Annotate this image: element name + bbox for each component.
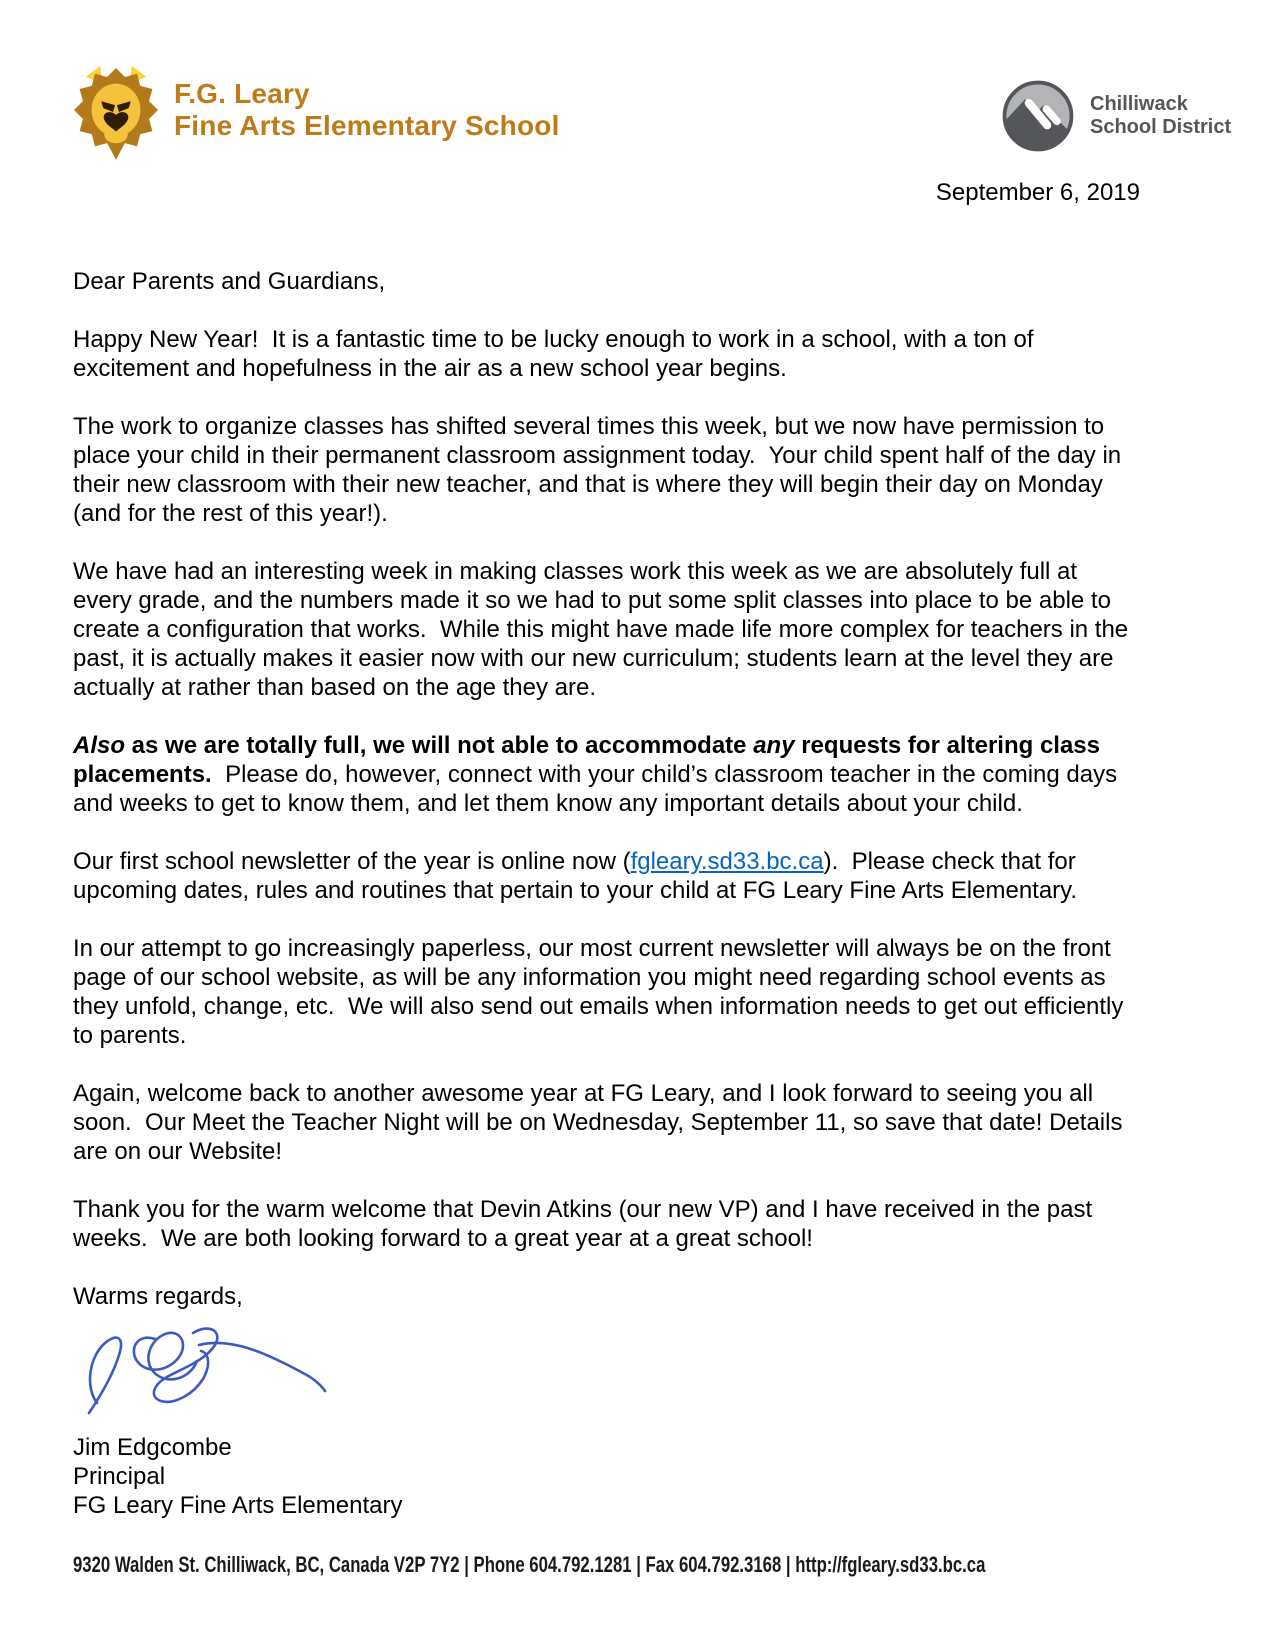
signer-name: Jim Edgcombe [73,1434,232,1461]
district-name-line1: Chilliwack [1090,93,1188,115]
paragraph-newsletter [73,847,1140,905]
letter-date: September 6, 2019 [935,179,1140,206]
paragraph-split-classes: We have had an interesting week in making classes work this week as we are absolutely full at every grade, and the numbers made it so we had to put some split classes into place to be able to create a configuration that works. While this might have made life more complex for teachers in the past, it is actually makes it easier now with our new curriculum; students learn at the level they are actually at rather than based on the age they are. [73,558,1135,701]
school-name-line1: F.G. Leary [174,78,310,109]
paragraph-happy-new-year: Happy New Year! It is a fantastic time to be lucky enough to work in a school, with a ton of excitement and hopefulness in the air as a new school year begins. [73,326,1041,382]
letter-body [73,267,1140,1520]
paragraph-paperless: In our attempt to go increasingly paperless, our most current newsletter will always be on the front page of our school website, as will be any information you might need regarding school events as they unfold, change, etc. We will also send out emails when information needs to get out efficiently to parents. [73,935,1131,1049]
emphasis-also: Also [73,732,126,759]
mountain-icon [1000,78,1076,154]
paragraph-new-vp: Thank you for the warm welcome that Devin Atkins (our new VP) and I have received in the past weeks. We are both looking forward to a great year at a great school! [73,1196,1099,1252]
district-logo [1000,78,1231,154]
emphasis-regular-tail: Please do, however, connect with your child’s classroom teacher in the coming days and weeks to get to know them, and let them know any important details about your child. [73,761,1124,817]
newsletter-link[interactable]: fgleary.sd33.bc.ca [630,848,824,875]
school-logo [72,62,560,162]
signer-org: FG Leary Fine Arts Elementary [73,1492,403,1519]
signer-title: Principal [73,1463,166,1490]
emphasis-bold-end: requests for altering class placements. [73,732,1107,788]
signature-block [73,1433,1140,1520]
footer-contact: 9320 Walden St. Chilliwack, BC, Canada V2P 7Y2 | Phone 604.792.1281 | Fax 604.792.3168 | http://fgleary.sd33.bc.ca [73,1552,986,1577]
lion-icon [72,62,160,162]
paragraph-class-organization: The work to organize classes has shifted several times this week, but we now have permission to place your child in their permanent classroom assignment today. Your child spent half of the day in their new classroom with their new teacher, and that is where they will begin their day on Monday (and for the rest of this year!). [73,413,1128,527]
paragraph-placement-policy [73,731,1140,818]
emphasis-any: any [753,732,795,759]
emphasis-bold-mid: as we are totally full, we will not able to accommodate [125,732,754,759]
salutation: Dear Parents and Guardians, [73,268,386,295]
paragraph-meet-the-teacher: Again, welcome back to another awesome year at FG Leary, and I look forward to seeing you all soon. Our Meet the Teacher Night will be on Wednesday, September 11, so save that date! Details are on our Website! [73,1080,1130,1165]
signature-image [81,1315,1140,1415]
newsletter-before-link: Our first school newsletter of the year is online now ( [73,848,631,875]
signature-scribble-icon [81,1315,336,1415]
closing: Warms regards, [73,1283,243,1310]
newsletter-after-link: ). Please check that for upcoming dates, rules and routines that pertain to your child at FG Leary Fine Arts Elementary. [73,848,1083,904]
school-name-line2: Fine Arts Elementary School [174,110,560,141]
district-name-line2: School District [1090,116,1232,138]
